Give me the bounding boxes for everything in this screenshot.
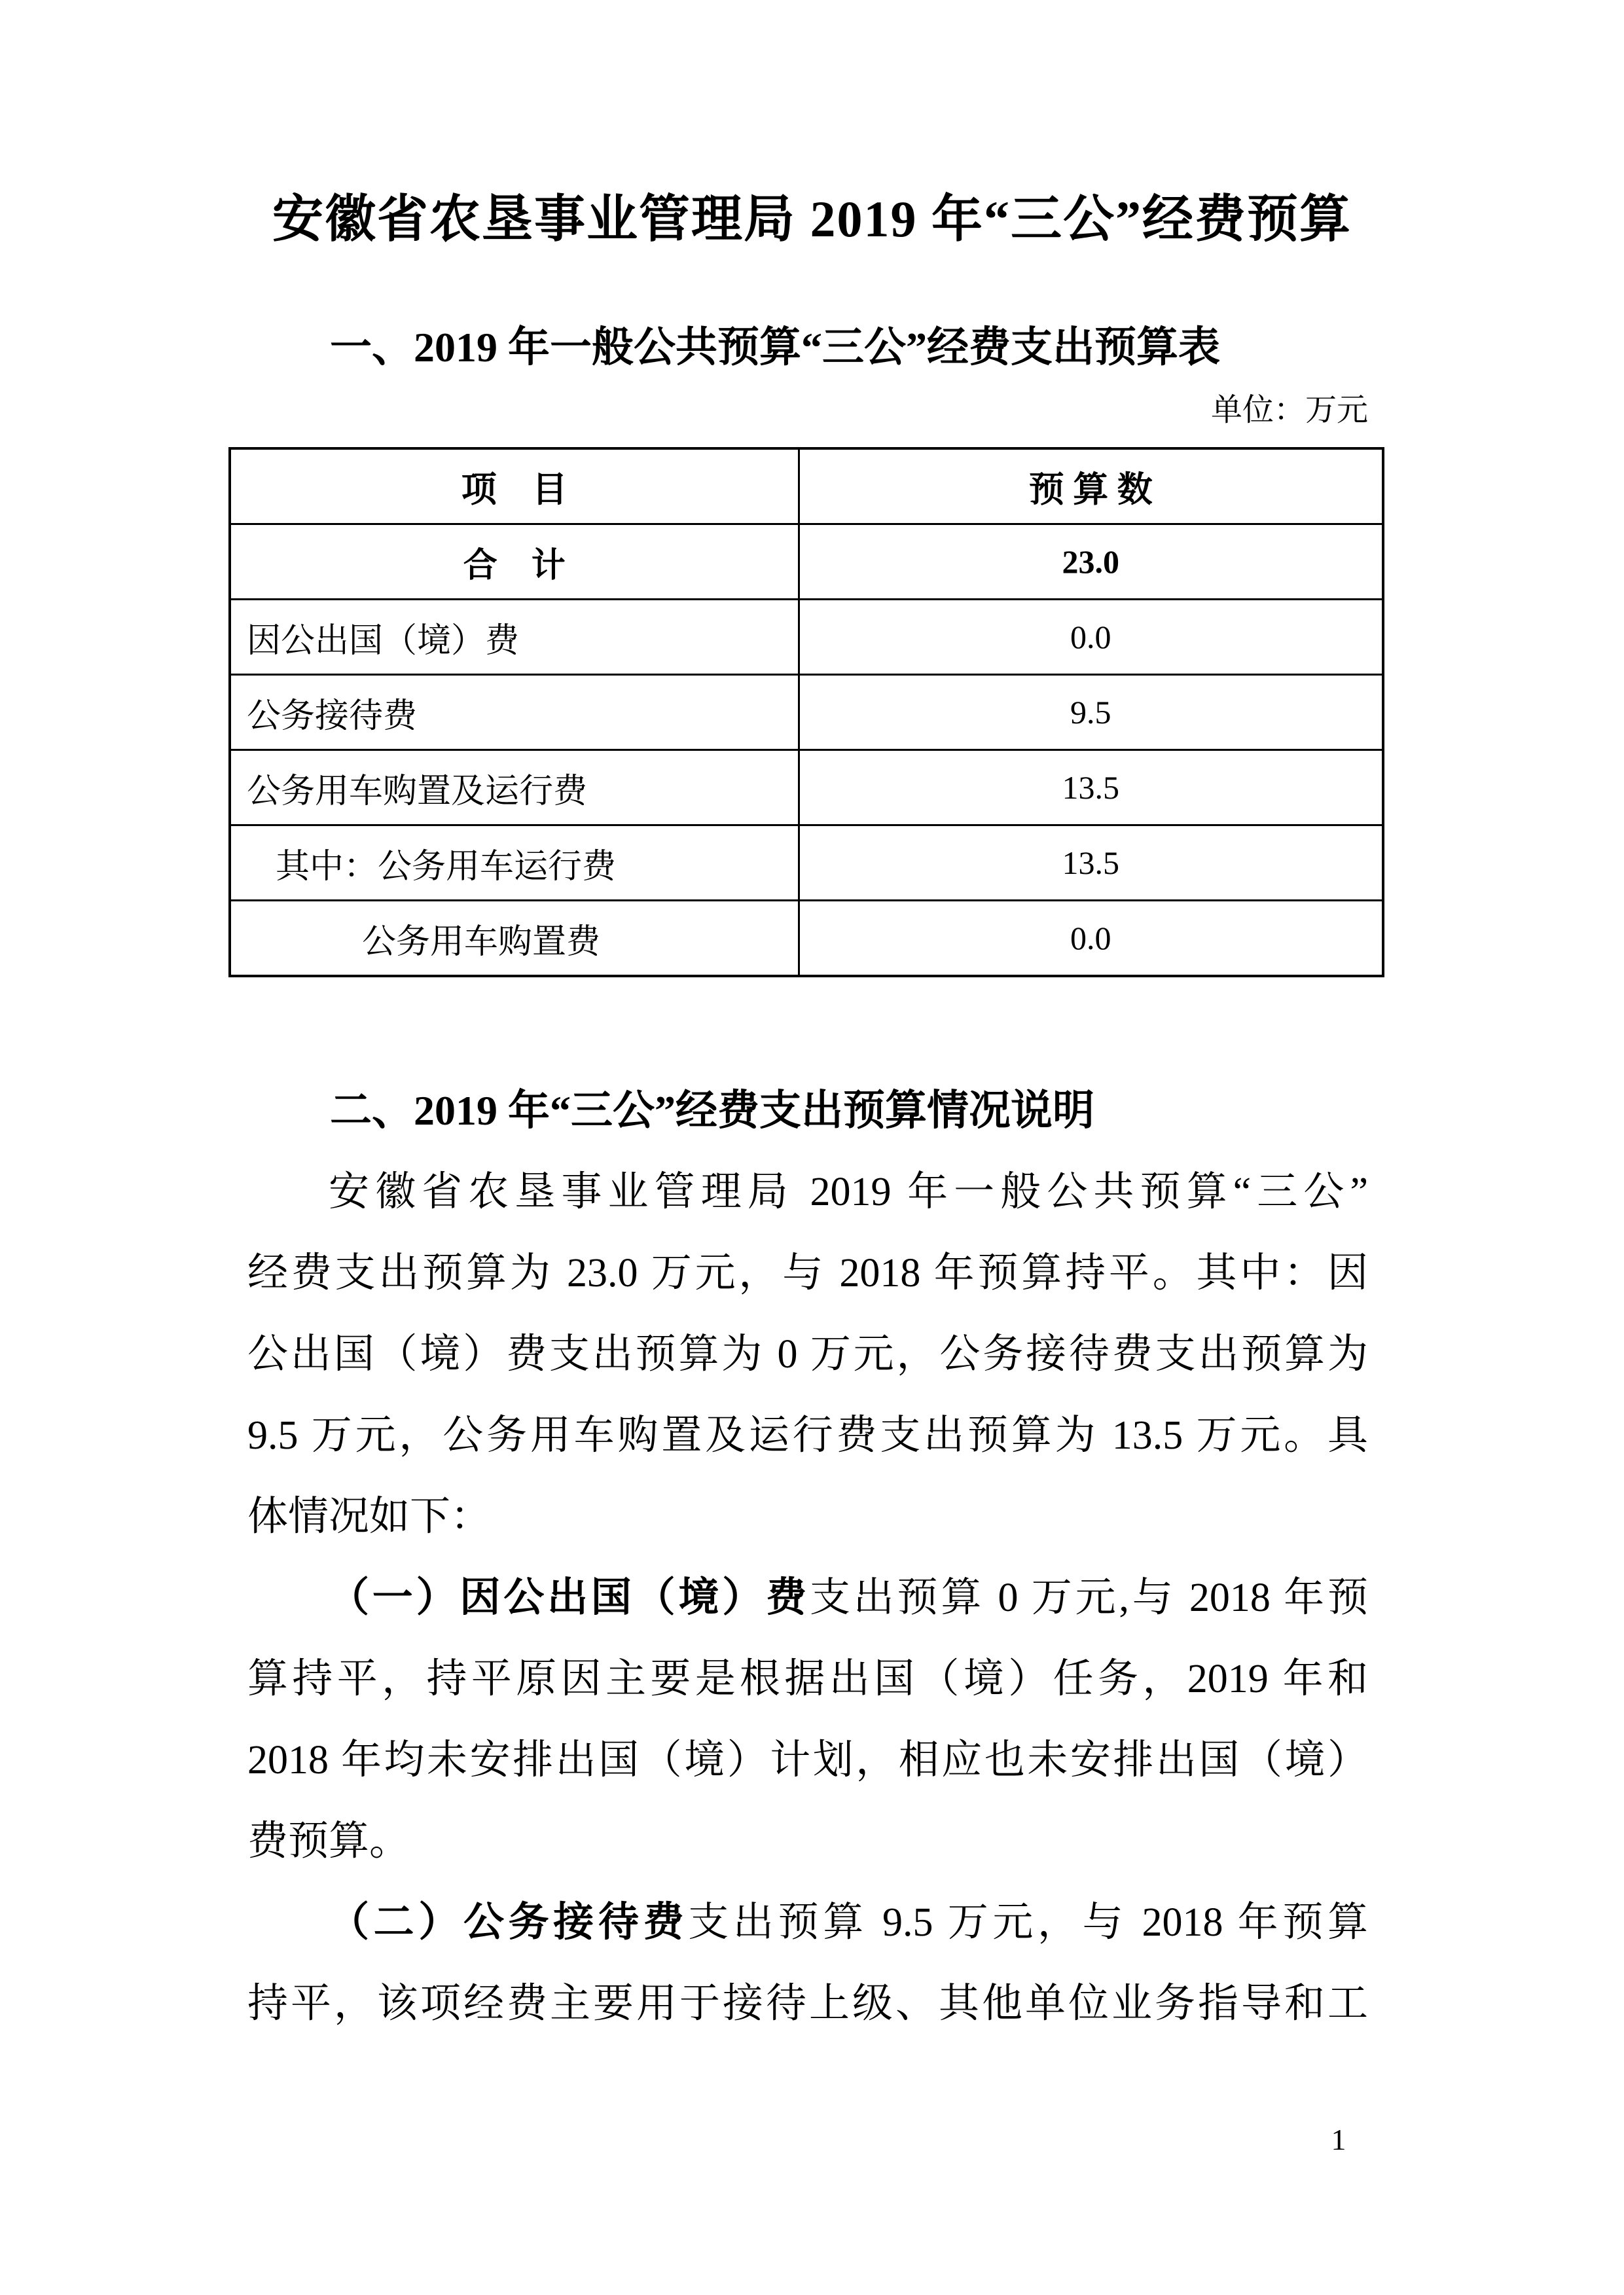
document-title: 安徽省农垦事业管理局 2019 年“三公”经费预算 (272, 190, 1352, 247)
text-run: 费预算。 (247, 1819, 410, 1864)
value-cell: 0.0 (799, 600, 1383, 675)
table-row (230, 825, 1383, 901)
paragraph (247, 1882, 1368, 2044)
value-cell: 9.5 (799, 675, 1383, 750)
bold-run: （一）因公出国（境）费 (329, 1576, 810, 1620)
item-cell: 公务接待费 (230, 675, 799, 750)
text-line (247, 1476, 1368, 1557)
value-cell: 13.5 (799, 750, 1383, 825)
text-run: 算持平，持平原因主要是根据出国（境）任务，2019 年和 (247, 1657, 1368, 1701)
table-header-value: 预 算 数 (799, 448, 1383, 524)
text-run: 安徽省农垦事业管理局 2019 年一般公共预算“三公” (329, 1170, 1368, 1214)
value-cell: 13.5 (799, 825, 1383, 901)
text-line (247, 1233, 1368, 1314)
table-row (230, 675, 1383, 750)
text-run: 持平，该项经费主要用于接待上级、其他单位业务指导和工 (247, 1981, 1368, 2026)
text-line (247, 1557, 1368, 1638)
text-line (247, 1720, 1368, 1801)
text-run: 支出预算 0 万元,与 2018 年预 (809, 1576, 1368, 1620)
body-text (247, 1151, 1368, 2044)
table-row (230, 750, 1383, 825)
unit-label: 单位：万元 (1210, 393, 1368, 427)
section1-heading: 一、2019 年一般公共预算“三公”经费支出预算表 (330, 324, 1220, 370)
page-number: 1 (1331, 2123, 1346, 2156)
text-line (247, 1801, 1368, 1882)
text-run: 经费支出预算为 23.0 万元，与 2018 年预算持平。其中：因 (247, 1251, 1368, 1295)
section2-heading: 二、2019 年“三公”经费支出预算情况说明 (330, 1087, 1094, 1134)
item-cell: 合 计 (230, 524, 799, 600)
paragraph (247, 1151, 1368, 1557)
table-row (230, 901, 1383, 977)
item-cell: 其中：公务用车运行费 (230, 825, 799, 901)
paragraph (247, 1557, 1368, 1882)
text-run: 体情况如下： (247, 1494, 492, 1539)
budget-table-body (230, 524, 1383, 977)
value-cell: 0.0 (799, 901, 1383, 977)
text-line (247, 1395, 1368, 1476)
table-header-item: 项 目 (230, 448, 799, 524)
table-header-row (230, 448, 1383, 524)
budget-table (228, 447, 1384, 977)
text-line (247, 1151, 1368, 1233)
table-row (230, 600, 1383, 675)
table-row (230, 524, 1383, 600)
item-cell: 公务用车购置及运行费 (230, 750, 799, 825)
text-run: 2018 年均未安排出国（境）计划，相应也未安排出国（境） (247, 1738, 1368, 1782)
text-line (247, 1314, 1368, 1395)
text-run: 支出预算 9.5 万元，与 2018 年预算 (688, 1900, 1368, 1945)
text-line (247, 1638, 1368, 1720)
text-line (247, 1963, 1368, 2044)
text-line (247, 1882, 1368, 1963)
text-run: 公出国（境）费支出预算为 0 万元，公务接待费支出预算为 (247, 1332, 1368, 1377)
value-cell: 23.0 (799, 524, 1383, 600)
text-run: 9.5 万元，公务用车购置及运行费支出预算为 13.5 万元。具 (247, 1413, 1368, 1458)
item-cell: 公务用车购置费 (230, 901, 799, 977)
bold-run: （二）公务接待费 (329, 1900, 689, 1945)
item-cell: 因公出国（境）费 (230, 600, 799, 675)
